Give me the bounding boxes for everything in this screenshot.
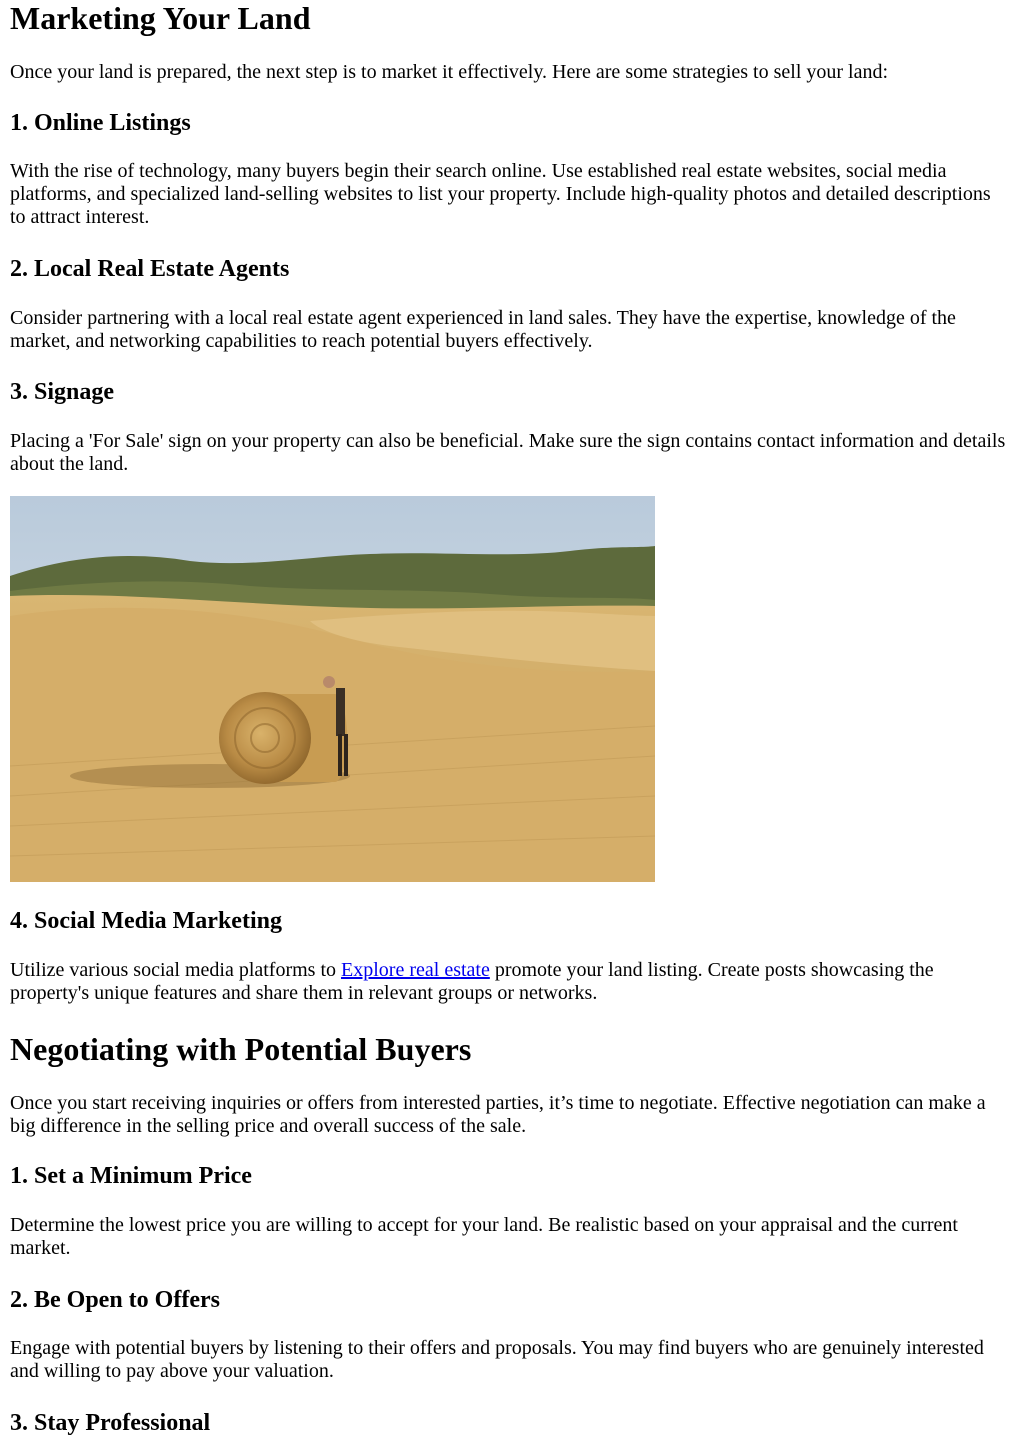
explore-real-estate-link[interactable]: Explore real estate [341,959,490,981]
paragraph-signage: Placing a 'For Sale' sign on your property can also be beneficial. Make sure the sign contains contact information and details about the land. [10,430,1006,475]
hay-bale-field-image [10,496,655,882]
section-title-negotiating: Negotiating with Potential Buyers [10,1031,472,1067]
social-text-before: Utilize various social media platforms to [10,959,342,981]
social-text-after: promote your land listing. Create posts showcasing the property's unique features and share them in relevant groups or networks. [10,959,934,1004]
paragraph-online-listings: With the rise of technology, many buyers begin their search online. Use established real estate websites, social media platforms, and specialized land-selling websites to list your property. Include high-quality photos and detailed descriptions to attract interest. [10,160,991,228]
paragraph-social-media [10,959,1010,1005]
heading-local-agents: 2. Local Real Estate Agents [10,256,290,282]
heading-stay-professional: 3. Stay Professional [10,1410,211,1436]
heading-online-listings: 1. Online Listings [10,110,191,136]
section-title-marketing: Marketing Your Land [10,0,311,36]
heading-signage: 3. Signage [10,379,115,405]
section-intro-negotiating: Once you start receiving inquiries or offers from interested parties, it’s time to negotiate. Effective negotiation can make a big difference in the selling price and overall success of the sale. [10,1092,986,1137]
paragraph-local-agents: Consider partnering with a local real estate agent experienced in land sales. They have the expertise, knowledge of the market, and networking capabilities to reach potential buyers effectively. [10,307,956,352]
heading-open-to-offers: 2. Be Open to Offers [10,1287,220,1313]
paragraph-open-to-offers: Engage with potential buyers by listening to their offers and proposals. You may find buyers who are genuinely interested and willing to pay above your valuation. [10,1337,984,1382]
paragraph-minimum-price: Determine the lowest price you are willing to accept for your land. Be realistic based on your appraisal and the current market. [10,1214,958,1259]
heading-social-media: 4. Social Media Marketing [10,908,282,934]
field-photo [10,496,655,882]
heading-minimum-price: 1. Set a Minimum Price [10,1163,252,1189]
section-intro-marketing: Once your land is prepared, the next step is to market it effectively. Here are some strategies to sell your land: [10,61,889,83]
